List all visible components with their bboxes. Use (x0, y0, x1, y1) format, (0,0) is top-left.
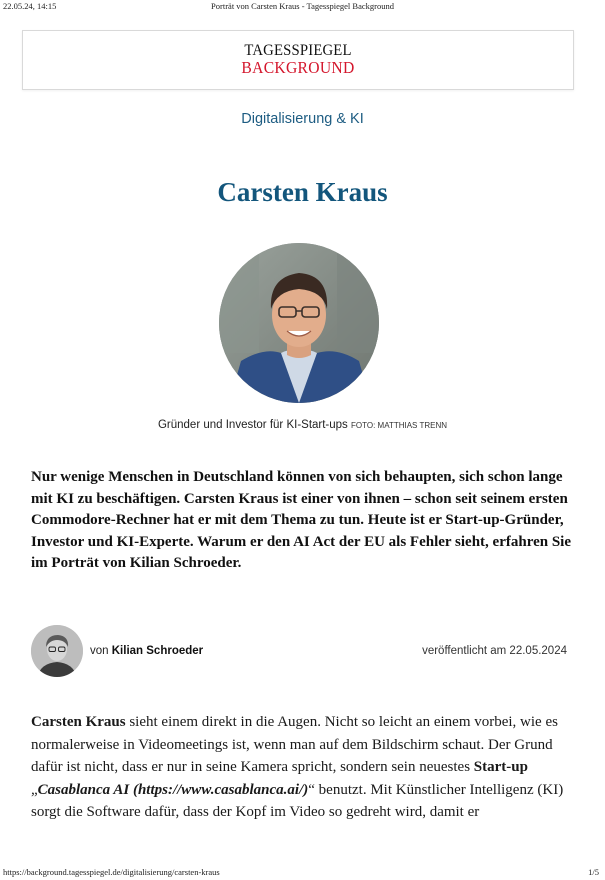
print-document-title: Porträt von Carsten Kraus - Tagesspiegel Background (211, 1, 394, 11)
article-lead: Nur wenige Menschen in Deutschland können von sich behaupten, sich schon lange mit KI zu beschäftigen. Carsten Kraus ist einer von ihnen – schon seit seinem ersten Commodore-Rechner hat er mit dem Thema zu tun. Heute ist er Start-up-Gründer, Investor und KI-Experte. Warum er den AI Act der EU als Fehler sieht, erfahren Sie im Porträt von Kilian Schroeder. (31, 469, 571, 571)
category-link[interactable]: Digitalisierung & KI (241, 111, 364, 127)
author-avatar-illustration (31, 625, 83, 677)
body-quote-open: „ (31, 781, 38, 798)
image-caption (0, 419, 605, 431)
portrait-image (219, 243, 379, 403)
masthead (22, 30, 574, 90)
portrait-illustration (219, 243, 379, 403)
print-footer (0, 866, 605, 880)
author-avatar[interactable] (31, 625, 83, 677)
print-page-number: 1/5 (588, 867, 599, 877)
body-name: Carsten Kraus (31, 714, 126, 730)
page-title: Carsten Kraus (217, 177, 388, 207)
author-prefix: von (90, 645, 109, 657)
author-row (31, 625, 576, 679)
print-url: https://background.tagesspiegel.de/digitalisierung/carsten-kraus (3, 867, 220, 877)
caption-text: Gründer und Investor für KI-Start-ups (157, 419, 348, 431)
author-byline (90, 645, 203, 657)
photo-credit: FOTO: MATTHIAS TRENN (351, 421, 448, 430)
casablanca-link[interactable]: Casablanca AI (https://www.casablanca.ai/) (37, 781, 309, 798)
body-text-part1: sieht einem direkt in die Augen. Nicht so leicht an einem vorbei, wie es normalerweise in Videomeetings ist, wenn man auf dem Bildschirm schaut. Der Grund dafür ist nicht, dass er nur in seine Kamera spricht, sondern sein neuestes (31, 714, 558, 775)
print-datetime: 22.05.24, 14:15 (3, 1, 57, 11)
published-date: veröffentlicht am 22.05.2024 (422, 645, 567, 657)
body-startup: Start-up (473, 759, 528, 775)
logo-tagesspiegel[interactable]: TAGESSPIEGEL (244, 42, 352, 59)
print-header (0, 0, 605, 14)
article-body (31, 711, 576, 824)
body-text-part2: “ benutzt. Mit Künstlicher Intelligenz (KI) sorgt die Software dafür, dass der Kopf im Video so gedreht wird, damit er (31, 781, 564, 820)
logo-background[interactable]: BACKGROUND (241, 58, 355, 77)
author-name-link[interactable]: Kilian Schroeder (111, 645, 204, 657)
